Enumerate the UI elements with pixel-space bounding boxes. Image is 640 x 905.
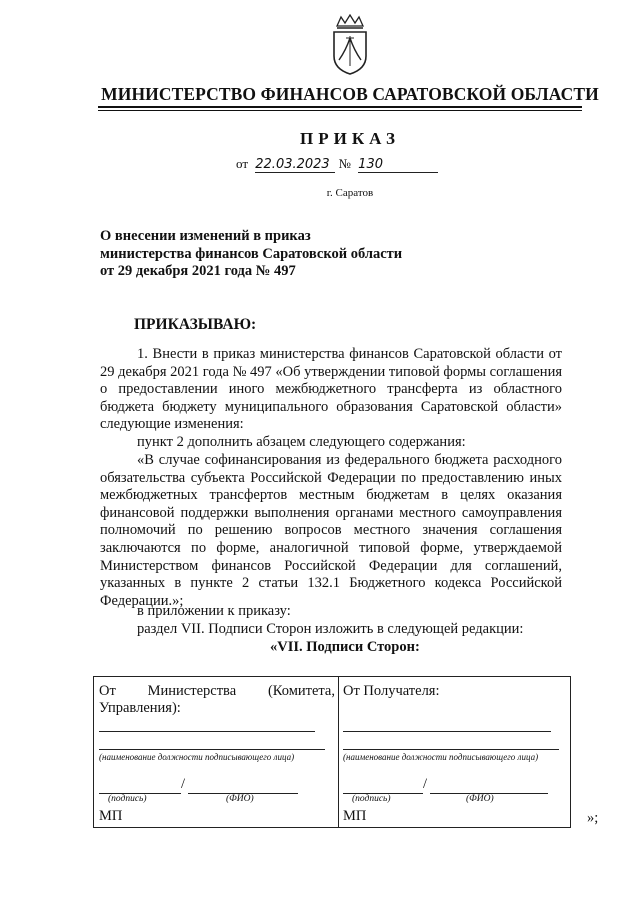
subject-line-1: О внесении изменений в приказ: [100, 228, 311, 244]
document-type-title: ПРИКАЗ: [300, 129, 400, 148]
closing-quote: »;: [587, 810, 599, 826]
number-sign: №: [338, 156, 351, 171]
paragraph-3-quote: «В случае софинансирования из федерального бюджета расходного обязательства субъекта Российской Федерации по предоставлению иных межбюджетных трансфертов местным бюджетам в целях оказания финансовой поддержки выполнения органами местного самоуправления полномочий по решению вопросов местного значения соглашения заключаются по форме, аналогичной типовой форме, утверждаемой Министерством финансов Российской Федерации для соглашений, указанных в пункте 2 статьи 132.1 Бюджетного кодекса Российской Федерации.»;: [100, 452, 562, 609]
section-heading: «VII. Подписи Сторон:: [270, 639, 420, 655]
right-position-caption: (наименование должности подписывающего лица): [343, 752, 539, 762]
date-number-line: [236, 156, 438, 173]
left-position-line-1: [99, 731, 315, 732]
order-word: ПРИКАЗЫВАЮ:: [134, 316, 257, 333]
right-seal-label: МП: [343, 808, 367, 824]
ministry-name: МИНИСТЕРСТВО ФИНАНСОВ САРАТОВСКОЙ ОБЛАСТИ: [101, 84, 599, 104]
paragraph-2: пункт 2 дополнить абзацем следующего содержания:: [137, 434, 466, 450]
left-position-line-2: [99, 749, 325, 750]
left-signature-caption: (подпись): [108, 794, 147, 804]
signature-table-divider: [338, 676, 339, 828]
subject-line-2: министерства финансов Саратовской области: [100, 245, 403, 262]
paragraph-1: 1. Внести в приказ министерства финансов Саратовской области от 29 декабря 2021 года № 497 «Об утверждении типовой формы соглашения о предоставлении иного межбюджетного трансферта из областного бюджета бюджету муниципального образования Саратовской области» следующие изменения:: [100, 346, 562, 433]
handwritten-date: 22.03.2023: [255, 158, 335, 173]
emblem-icon: [327, 14, 373, 76]
right-name-caption: (ФИО): [466, 794, 494, 804]
paragraph-5: раздел VII. Подписи Сторон изложить в следующей редакции:: [137, 621, 524, 637]
right-position-line-2: [343, 749, 559, 750]
header-rule-thin: [98, 110, 582, 111]
left-position-caption: (наименование должности подписывающего лица): [99, 752, 295, 762]
left-slash: /: [181, 776, 186, 792]
left-seal-label: МП: [99, 808, 123, 824]
subject-line-3: от 29 декабря 2021 года № 497: [100, 263, 296, 279]
signature-left-heading: От Министерства (Комитета, Управления):: [99, 683, 335, 716]
coat-of-arms-emblem: [327, 14, 373, 76]
order-subject: [100, 228, 540, 281]
right-signature-caption: (подпись): [352, 794, 391, 804]
right-slash: /: [423, 776, 428, 792]
signature-right-heading: От Получателя:: [343, 683, 440, 699]
handwritten-number: 130: [358, 158, 438, 173]
city-name: г. Саратов: [326, 187, 374, 199]
left-name-caption: (ФИО): [226, 794, 254, 804]
right-position-line-1: [343, 731, 551, 732]
paragraph-4: в приложении к приказу:: [137, 603, 291, 619]
date-prefix: от: [236, 156, 249, 171]
header-rule-thick: [98, 106, 582, 108]
